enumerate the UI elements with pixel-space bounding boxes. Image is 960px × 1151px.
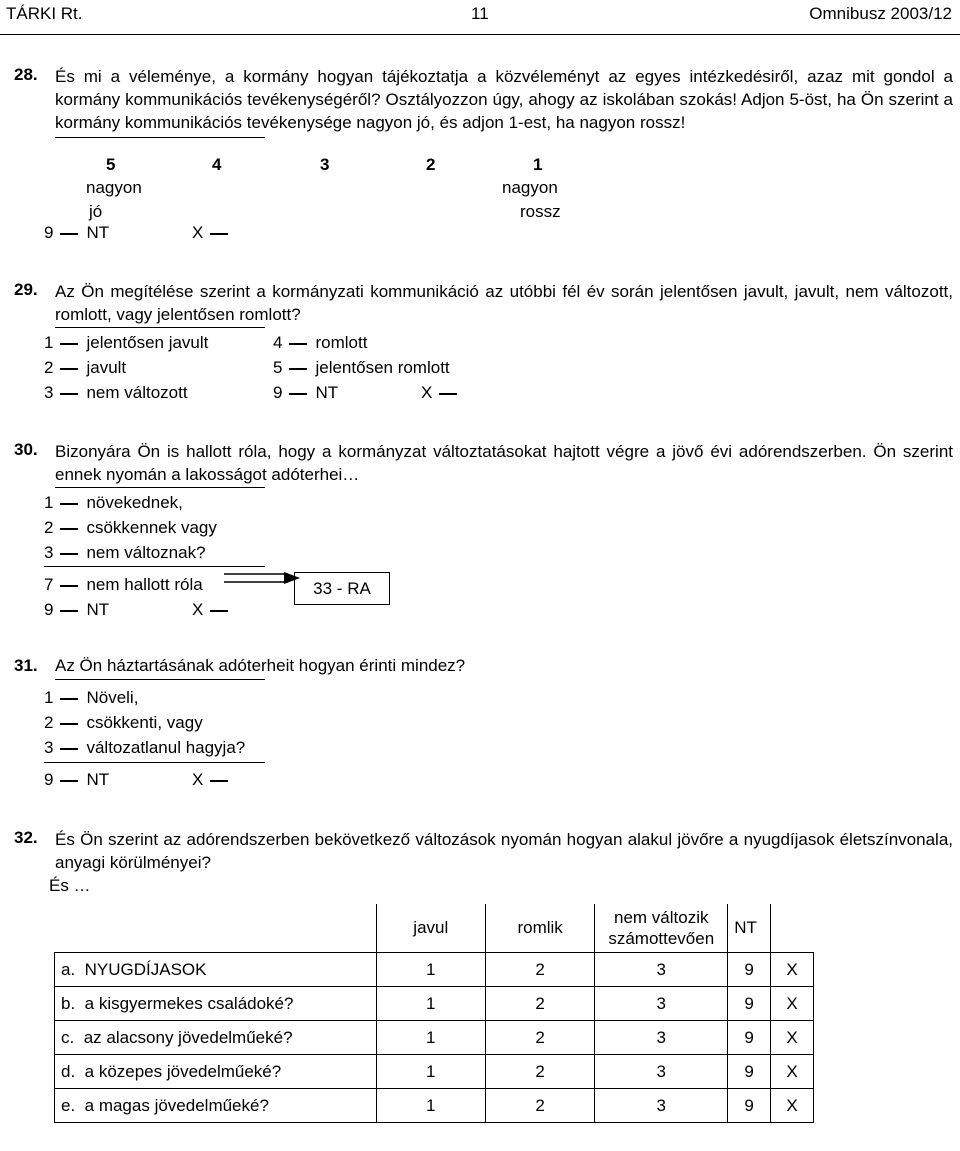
scale-left-label-2: jó: [89, 202, 103, 221]
option-code: 2: [44, 518, 54, 537]
cell: 3: [595, 987, 728, 1021]
row-label: [55, 1021, 377, 1055]
dash: [60, 698, 78, 700]
row-text: NYUGDÍJASOK: [84, 959, 207, 979]
q28-nt-label: NT: [86, 223, 110, 242]
option-code: 5: [273, 358, 283, 377]
cell: 1: [376, 987, 485, 1021]
table-row: [55, 1089, 814, 1123]
scale-5: 5: [106, 155, 116, 174]
table-row: [55, 987, 814, 1021]
q28-x-label: X: [192, 223, 204, 242]
cell: 2: [485, 1021, 594, 1055]
q31-options-rule: [44, 762, 265, 763]
option-label: nem változnak?: [86, 543, 206, 562]
row-text: a magas jövedelműeké?: [84, 1095, 269, 1115]
option-label: X: [421, 383, 433, 402]
cell: X: [771, 953, 814, 987]
q30-option-2: [44, 518, 217, 538]
q29-option-nt: [273, 383, 338, 403]
dash: [60, 748, 78, 750]
option-code: 3: [44, 543, 54, 562]
option-label: növekednek,: [86, 493, 183, 512]
cell: X: [771, 1089, 814, 1123]
dash: [60, 585, 78, 587]
scale-right-label-1: nagyon: [502, 178, 558, 197]
option-label: jelentősen javult: [86, 333, 209, 352]
q32-table: [54, 904, 814, 1123]
dash: [289, 393, 307, 395]
dash: [60, 393, 78, 395]
cell: X: [771, 987, 814, 1021]
option-code: 9: [273, 383, 283, 402]
option-label: jelentősen romlott: [315, 358, 450, 377]
dash: [60, 610, 78, 612]
col-header-nem-valtozik: nem változik számottevően: [595, 904, 728, 953]
cell: X: [771, 1055, 814, 1089]
dash: [60, 503, 78, 505]
scale-2: 2: [426, 155, 436, 174]
header-left: TÁRKI Rt.: [6, 4, 83, 23]
row-letter: d.: [61, 1061, 76, 1081]
cell: 1: [376, 1055, 485, 1089]
q29-number: 29.: [14, 280, 38, 299]
q30-option-nt: [44, 600, 109, 620]
cell: 9: [728, 1089, 771, 1123]
q31-number: 31.: [14, 656, 38, 675]
dash: [210, 780, 228, 782]
row-label: [55, 953, 377, 987]
option-code: 9: [44, 770, 54, 789]
cell: 2: [485, 1055, 594, 1089]
option-label: csökkenti, vagy: [86, 713, 203, 732]
option-code: 1: [44, 688, 54, 707]
q28-underline: [55, 137, 265, 138]
q29-x-option: [421, 383, 465, 403]
q29-underline: [55, 327, 265, 328]
q30-number: 30.: [14, 440, 38, 459]
dash: [60, 368, 78, 370]
q30-option-1: [44, 493, 183, 513]
cell: 9: [728, 1055, 771, 1089]
option-code: 4: [273, 333, 283, 352]
row-text: a kisgyermekes családoké?: [84, 993, 294, 1013]
option-code: 1: [44, 493, 54, 512]
option-code: 1: [44, 333, 54, 352]
q32-number: 32.: [14, 828, 38, 847]
dash: [210, 610, 228, 612]
q29-option-5: [273, 358, 450, 378]
option-code: 2: [44, 713, 54, 732]
row-letter: c.: [61, 1027, 75, 1047]
q29-option-1: [44, 333, 208, 353]
q28-number: 28.: [14, 65, 38, 84]
cell: 3: [595, 1089, 728, 1123]
q28-nt-code: 9: [44, 223, 54, 242]
q31-text: Az Ön háztartásának adóterheit hogyan érinti mindez?: [55, 656, 466, 675]
row-letter: a.: [61, 959, 76, 979]
dash: [60, 553, 78, 555]
scale-left-label-1: nagyon: [86, 178, 142, 197]
q30-options-rule: [44, 566, 265, 567]
page-number: 11: [471, 4, 489, 23]
option-code: 7: [44, 575, 54, 594]
dash: [289, 368, 307, 370]
option-label: NT: [86, 600, 110, 619]
q31-option-1: [44, 688, 138, 708]
skip-arrow-icon: [222, 572, 302, 596]
table-row: [55, 1055, 814, 1089]
scale-3: 3: [320, 155, 330, 174]
cell: 2: [485, 953, 594, 987]
dash: [60, 343, 78, 345]
cell: 3: [595, 1055, 728, 1089]
q28-nt-option: [44, 223, 109, 243]
header-right: Omnibusz 2003/12: [809, 4, 952, 23]
q32-sub: És …: [49, 876, 91, 895]
dash: [439, 393, 457, 395]
q29-option-2: [44, 358, 126, 378]
cell: 2: [485, 1089, 594, 1123]
dash: [60, 233, 78, 235]
cell: 3: [595, 953, 728, 987]
col-header-javul: javul: [376, 904, 485, 953]
option-code: 2: [44, 358, 54, 377]
cell: X: [771, 1021, 814, 1055]
q31-option-nt: [44, 770, 109, 790]
row-label: [55, 987, 377, 1021]
q29-text: Az Ön megítélése szerint a kormányzati kommunikáció az utóbbi fél év során jelentősen javult, javult, nem változott, romlott, vagy jelentősen romlott?: [55, 282, 953, 324]
option-label: nem változott: [86, 383, 188, 402]
table-row: [55, 1021, 814, 1055]
q30-x-option: [192, 600, 236, 620]
table-header-row: [55, 904, 814, 953]
scale-1: 1: [533, 155, 543, 174]
col-header-romlik: romlik: [485, 904, 594, 953]
option-label: Növeli,: [86, 688, 139, 707]
skip-box: 33 - RA: [294, 572, 390, 605]
q31-underline: [55, 679, 265, 680]
q30-text: Bizonyára Ön is hallott róla, hogy a kormányzat változtatásokat hajtott végre a jövő évi adórendszerben. Ön szerint ennek nyomán a lakosságot adóterhei…: [55, 442, 953, 484]
scale-right-label-2: rossz: [520, 202, 561, 221]
dash: [60, 780, 78, 782]
cell: 9: [728, 1021, 771, 1055]
dash: [210, 233, 228, 235]
cell: 1: [376, 1021, 485, 1055]
dash: [60, 723, 78, 725]
header-rule: [0, 34, 960, 35]
table-header-empty: [55, 904, 377, 953]
scale-4: 4: [212, 155, 222, 174]
cell: 1: [376, 1089, 485, 1123]
dash: [289, 343, 307, 345]
option-label: nem hallott róla: [86, 575, 203, 594]
option-label: romlott: [315, 333, 368, 352]
table-header-empty: [771, 904, 814, 953]
q29-option-4: [273, 333, 367, 353]
col-header-nt: NT: [728, 904, 771, 953]
q29-option-3: [44, 383, 188, 403]
row-letter: e.: [61, 1095, 76, 1115]
option-label: NT: [86, 770, 110, 789]
cell: 1: [376, 953, 485, 987]
row-label: [55, 1055, 377, 1089]
option-label: X: [192, 770, 204, 789]
q31-option-3: [44, 738, 245, 758]
option-label: NT: [315, 383, 339, 402]
option-label: X: [192, 600, 204, 619]
q30-underline: [55, 487, 265, 488]
row-letter: b.: [61, 993, 76, 1013]
row-label: [55, 1089, 377, 1123]
q28-text: És mi a véleménye, a kormány hogyan tájékoztatja a közvéleményt az egyes intézkedésiről, azaz mit gondol a kormány kommunikációs tevékenységéről? Osztályozzon úgy, ahogy az iskolában szokás! Adjon 5-öst, ha Ön szerint a kormány kommunikációs tevékenysége nagyon jó, és adjon 1-est, ha nagyon rossz!: [55, 67, 953, 132]
cell: 9: [728, 953, 771, 987]
cell: 2: [485, 987, 594, 1021]
q32-text: És Ön szerint az adórendszerben bekövetkező változások nyomán hogyan alakul jövőre a nyugdíjasok életszínvonala, anyagi körülményei?: [55, 830, 953, 872]
row-text: az alacsony jövedelműeké?: [83, 1027, 293, 1047]
q30-option-3: [44, 543, 206, 563]
cell: 9: [728, 987, 771, 1021]
q30-option-7: [44, 575, 203, 595]
option-code: 3: [44, 383, 54, 402]
option-label: csökkennek vagy: [86, 518, 217, 537]
option-code: 3: [44, 738, 54, 757]
q31-option-2: [44, 713, 203, 733]
table-row: [55, 953, 814, 987]
row-text: a közepes jövedelműeké?: [84, 1061, 282, 1081]
q31-x-option: [192, 770, 236, 790]
option-label: javult: [86, 358, 127, 377]
cell: 3: [595, 1021, 728, 1055]
option-code: 9: [44, 600, 54, 619]
dash: [60, 528, 78, 530]
option-label: változatlanul hagyja?: [86, 738, 246, 757]
q28-x-option: [192, 223, 236, 243]
